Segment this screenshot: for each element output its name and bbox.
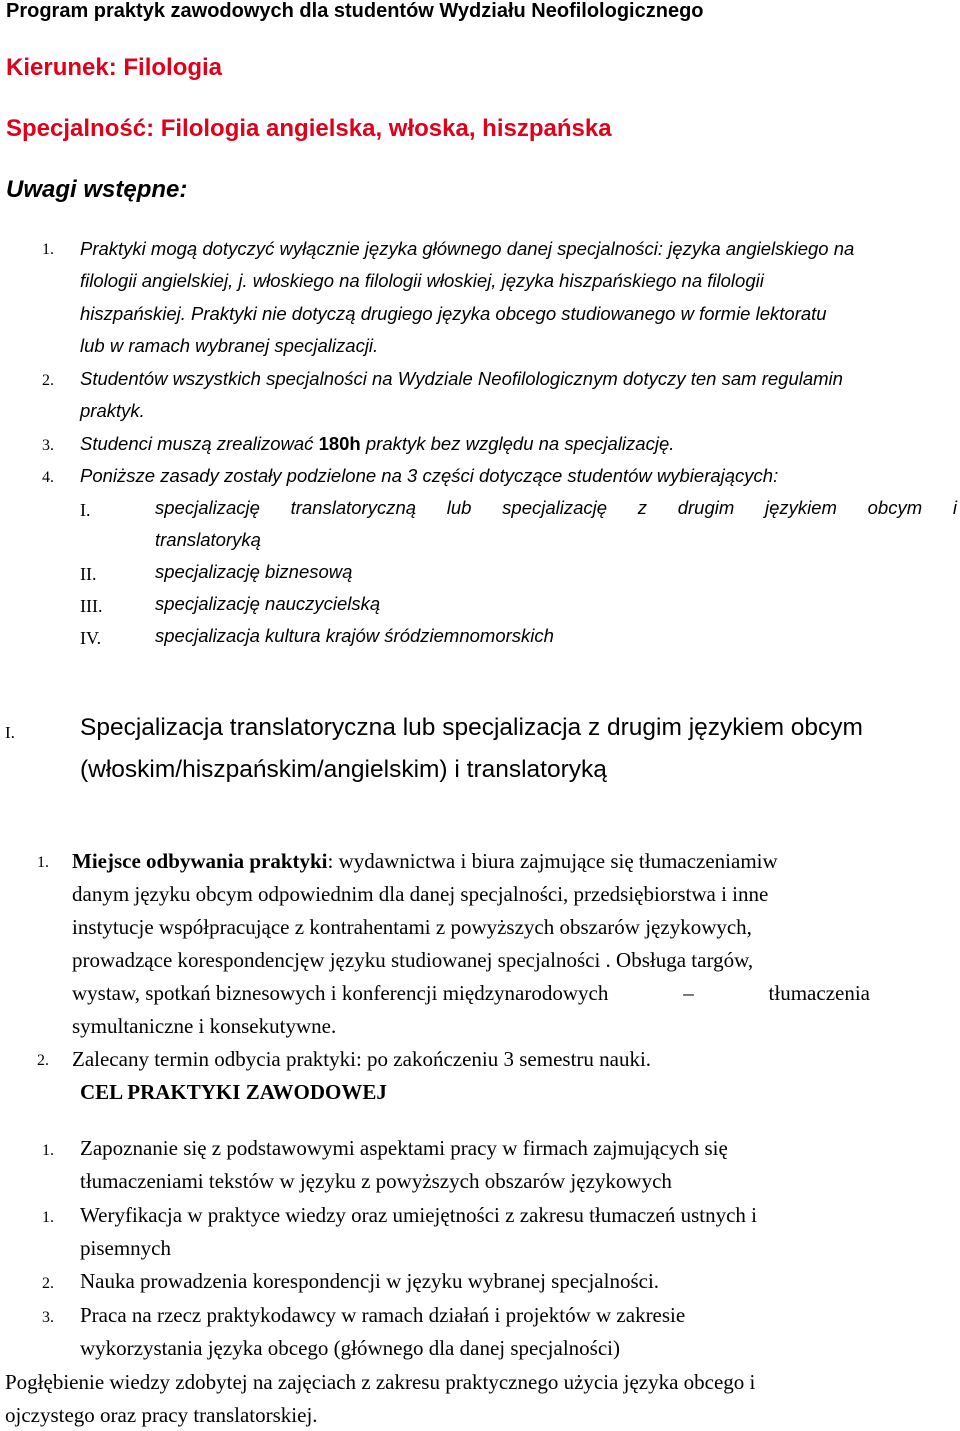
remark-3-number: 3. <box>42 437 54 454</box>
roman-1-line-2: translatoryką <box>155 529 261 550</box>
cel-heading: CEL PRAKTYKI ZAWODOWEJ <box>80 1080 387 1104</box>
goal-1-number: 1. <box>42 1142 54 1159</box>
remark-1-number: 1. <box>42 241 54 258</box>
item-1-line-3: instytucje współpracujące z kontrahentami z powyższych obszarów językowych, <box>72 915 752 939</box>
remark-2-line-1: Studentów wszystkich specjalności na Wydziale Neofilologicznym dotyczy ten sam regulamin <box>80 368 843 389</box>
specjalnosc-heading: Specjalność: Filologia angielska, włoska, hiszpańska <box>6 115 612 142</box>
item-2-number: 2. <box>37 1052 49 1069</box>
remark-1-line-2: filologii angielskiej, j. włoskiego na filologii włoskiej, języka hiszpańskiego na filologii <box>80 270 764 291</box>
item-1-line-5 <box>72 981 870 1006</box>
document-title: Program praktyk zawodowych dla studentów Wydziału Neofilologicznego <box>6 0 704 22</box>
roman-1-word: z <box>637 497 647 518</box>
roman-1-number: I. <box>80 500 91 520</box>
remark-3-line <box>80 433 674 455</box>
item-1-line-5-dash: – <box>683 981 694 1005</box>
goal-4-line-1: Praca na rzecz praktykodawcy w ramach działań i projektów w zakresie <box>80 1303 686 1327</box>
goal-3-line-1: Nauka prowadzenia korespondencji w języku wybranej specjalności. <box>80 1269 660 1293</box>
roman-3-text: specjalizację nauczycielską <box>155 593 381 614</box>
goal-1-line-1: Zapoznanie się z podstawowymi aspektami pracy w firmach zajmujących się <box>80 1136 728 1160</box>
roman-1-word: translatoryczną <box>290 497 417 518</box>
roman-4-number: IV. <box>80 628 102 648</box>
section-number: I. <box>5 723 15 742</box>
goal-2-number: 1. <box>42 1209 54 1226</box>
section-heading-line-2: (włoskim/hiszpańskim/angielskim) i translatoryką <box>80 756 607 783</box>
footer-line-1: Pogłębienie wiedzy zdobytej na zajęciach z zakresu praktycznego użycia języka obcego i <box>5 1370 756 1394</box>
uwagi-heading: Uwagi wstępne: <box>6 176 188 203</box>
kierunek-heading: Kierunek: Filologia <box>6 54 223 81</box>
roman-1-word: specjalizację <box>502 497 608 518</box>
item-1-line-1 <box>72 849 778 874</box>
item-1-number: 1. <box>37 854 49 871</box>
item-1-text: : wydawnictwa i biura zajmujące się tłumaczeniamiw <box>327 849 778 873</box>
remark-3-text-post: praktyk bez względu na specjalizację. <box>360 433 675 454</box>
goal-4-number: 3. <box>42 1309 54 1326</box>
goal-1-line-2: tłumaczeniami tekstów w języku z powyższych obszarów językowych <box>80 1169 672 1193</box>
item-2-text: Zalecany termin odbycia praktyki: po zakończeniu 3 semestru nauki. <box>72 1047 652 1071</box>
roman-1-line-1 <box>155 497 957 519</box>
remark-4-line: Poniższe zasady zostały podzielone na 3 części dotyczące studentów wybierających: <box>80 465 779 486</box>
remark-2-number: 2. <box>42 372 54 389</box>
roman-1-word: specjalizację <box>155 497 260 518</box>
section-heading-line-1: Specjalizacja translatoryczna lub specjalizacja z drugim językiem obcym <box>80 714 863 741</box>
remark-3-hours: 180h <box>318 433 361 454</box>
goal-4-line-2: wykorzystania języka obcego (głównego dla danej specjalności) <box>80 1336 620 1360</box>
goal-2-line-1: Weryfikacja w praktyce wiedzy oraz umiejętności z zakresu tłumaczeń ustnych i <box>80 1203 758 1227</box>
roman-1-word: obcym <box>867 497 923 518</box>
remark-1-line-1: Praktyki mogą dotyczyć wyłącznie języka głównego danej specjalności: języka angielskiego na <box>80 238 855 259</box>
item-1-line-5-c: tłumaczenia <box>768 981 870 1005</box>
roman-2-number: II. <box>80 564 97 584</box>
item-1-line-6: symultaniczne i konsekutywne. <box>72 1014 337 1038</box>
item-1-line-5-a: wystaw, spotkań biznesowych i konferencji międzynarodowych <box>72 981 609 1005</box>
item-1-line-2: danym języku obcym odpowiednim dla danej specjalności, przedsiębiorstwa i inne <box>72 882 769 906</box>
roman-4-text: specjalizacja kultura krajów śródziemnomorskich <box>155 625 554 646</box>
remark-3-text-pre: Studenci muszą zrealizować <box>80 433 319 454</box>
footer-line-2: ojczystego oraz pracy translatorskiej. <box>5 1403 318 1427</box>
remark-4-number: 4. <box>42 469 54 486</box>
remark-1-line-4: lub w ramach wybranej specjalizacji. <box>80 335 379 356</box>
roman-1-word: drugim <box>677 497 735 518</box>
item-1-line-4: prowadzące korespondencjęw języku studiowanej specjalności . Obsługa targów, <box>72 948 754 972</box>
remark-2-line-2: praktyk. <box>80 400 145 421</box>
roman-1-word: lub <box>446 497 472 518</box>
roman-3-number: III. <box>80 596 103 616</box>
roman-1-word: językiem <box>764 497 837 518</box>
goal-2-line-2: pisemnych <box>80 1236 171 1260</box>
item-1-label: Miejsce odbywania praktyki <box>72 849 328 873</box>
goal-3-number: 2. <box>42 1275 54 1292</box>
roman-2-text: specjalizację biznesową <box>155 561 353 582</box>
remark-1-line-3: hiszpańskiej. Praktyki nie dotyczą drugiego języka obcego studiowanego w formie lektoratu <box>80 303 827 324</box>
roman-1-word: i <box>952 497 957 518</box>
